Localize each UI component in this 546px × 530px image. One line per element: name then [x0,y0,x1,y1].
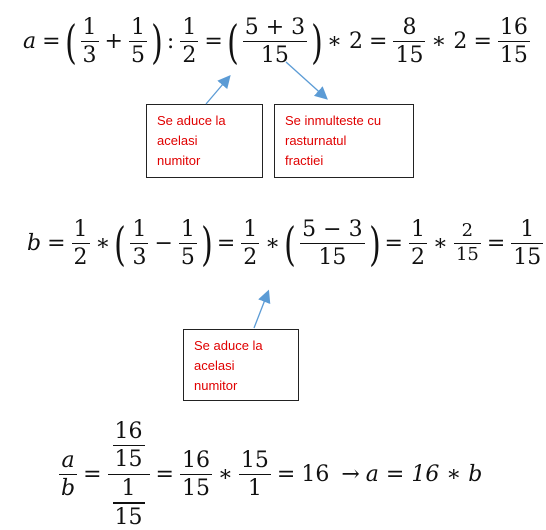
note-line: rasturnatul [285,133,347,149]
equals-sign: = [155,461,174,487]
equals-sign: = [473,29,492,55]
numerator: 1 [73,217,88,242]
numerator: 8 [402,15,417,40]
numerator: 16 [114,419,143,444]
note-line: acelasi [157,133,198,149]
denominator: b [61,476,76,502]
numerator: 1 [130,15,145,40]
note-line: Se inmulteste cu [285,113,382,128]
implies-arrow: → [341,461,360,487]
denominator: 3 [82,43,97,69]
equals-sign: = [216,231,236,257]
equals-sign: = [369,29,388,55]
times-two: ∗ 2 [327,29,364,55]
numerator: a [61,447,75,473]
times-sign: ∗ [432,231,448,257]
denominator: 2 [73,245,88,271]
right-paren: ) [311,14,323,69]
equals-sign: = [47,231,66,257]
var-a: a [23,29,37,55]
equals-sign: = [486,231,506,257]
equals-sign: = [83,461,102,487]
denominator: 3 [132,245,147,271]
fraction-16-15 [498,16,530,68]
times-sign: ∗ [95,231,111,257]
denominator: 15 [260,43,289,69]
denominator: 15 [455,244,479,266]
numerator: 1 [243,217,258,242]
numerator: 1 [180,217,195,242]
note-line: Se aduce la [157,113,226,128]
denominator: 5 [130,43,145,69]
left-paren: ( [114,216,127,271]
left-paren: ( [284,216,297,271]
denominator: 15 [395,43,424,69]
left-paren: ( [64,14,77,69]
denominator: 2 [182,43,197,69]
denominator: 2 [410,245,425,271]
note-line: fractiei [285,153,324,169]
note-line: numitor [194,378,238,394]
right-paren: ) [368,216,381,271]
numerator: 1 [132,217,147,242]
denominator: 2 [243,245,258,271]
right-paren: ) [151,14,163,69]
numerator: 16 [181,447,210,473]
numerator: 5 + 3 [244,15,306,40]
note-line: numitor [157,153,201,169]
denominator: 5 [180,245,195,271]
equals-sign: = [384,231,403,257]
minus-sign: − [154,231,173,257]
var-b: b [27,231,42,257]
colon-sign: : [166,29,175,55]
arrow-to-diff-fraction [254,292,268,328]
plus-sign: + [104,29,123,55]
numerator: 5 − 3 [302,217,363,242]
denominator: 1 [247,476,262,502]
equals-sign: = [42,29,61,55]
denominator: 15 [318,245,347,271]
denominator: 15 [181,476,210,502]
denominator: 15 [114,504,143,530]
fraction-1-15 [511,218,543,270]
numerator: 1 [520,217,535,242]
numerator: 1 [82,15,97,40]
final-relation: a = 16 ∗ b [365,461,483,487]
numerator: 1 [410,217,425,242]
right-paren: ) [201,216,213,271]
equals-sign: = [204,29,223,55]
times-two: ∗ 2 [431,29,468,55]
note-line: Se aduce la [194,338,263,353]
arrow-to-sum-fraction [206,77,229,104]
note-line: acelasi [194,358,235,374]
arrow-to-times-two [286,62,326,98]
numerator: 16 [499,15,528,40]
numerator: 1 [121,476,136,502]
numerator: 1 [182,15,197,40]
denominator: 15 [513,245,542,271]
times-sign: ∗ [217,461,233,487]
numerator: 2 [461,220,474,242]
numerator: 15 [240,447,269,473]
denominator: 15 [114,447,143,473]
equals-sign: = [276,461,296,487]
times-sign: ∗ [265,231,281,257]
denominator: 15 [499,43,528,69]
result-value: 16 [301,461,330,487]
left-paren: ( [226,14,239,69]
